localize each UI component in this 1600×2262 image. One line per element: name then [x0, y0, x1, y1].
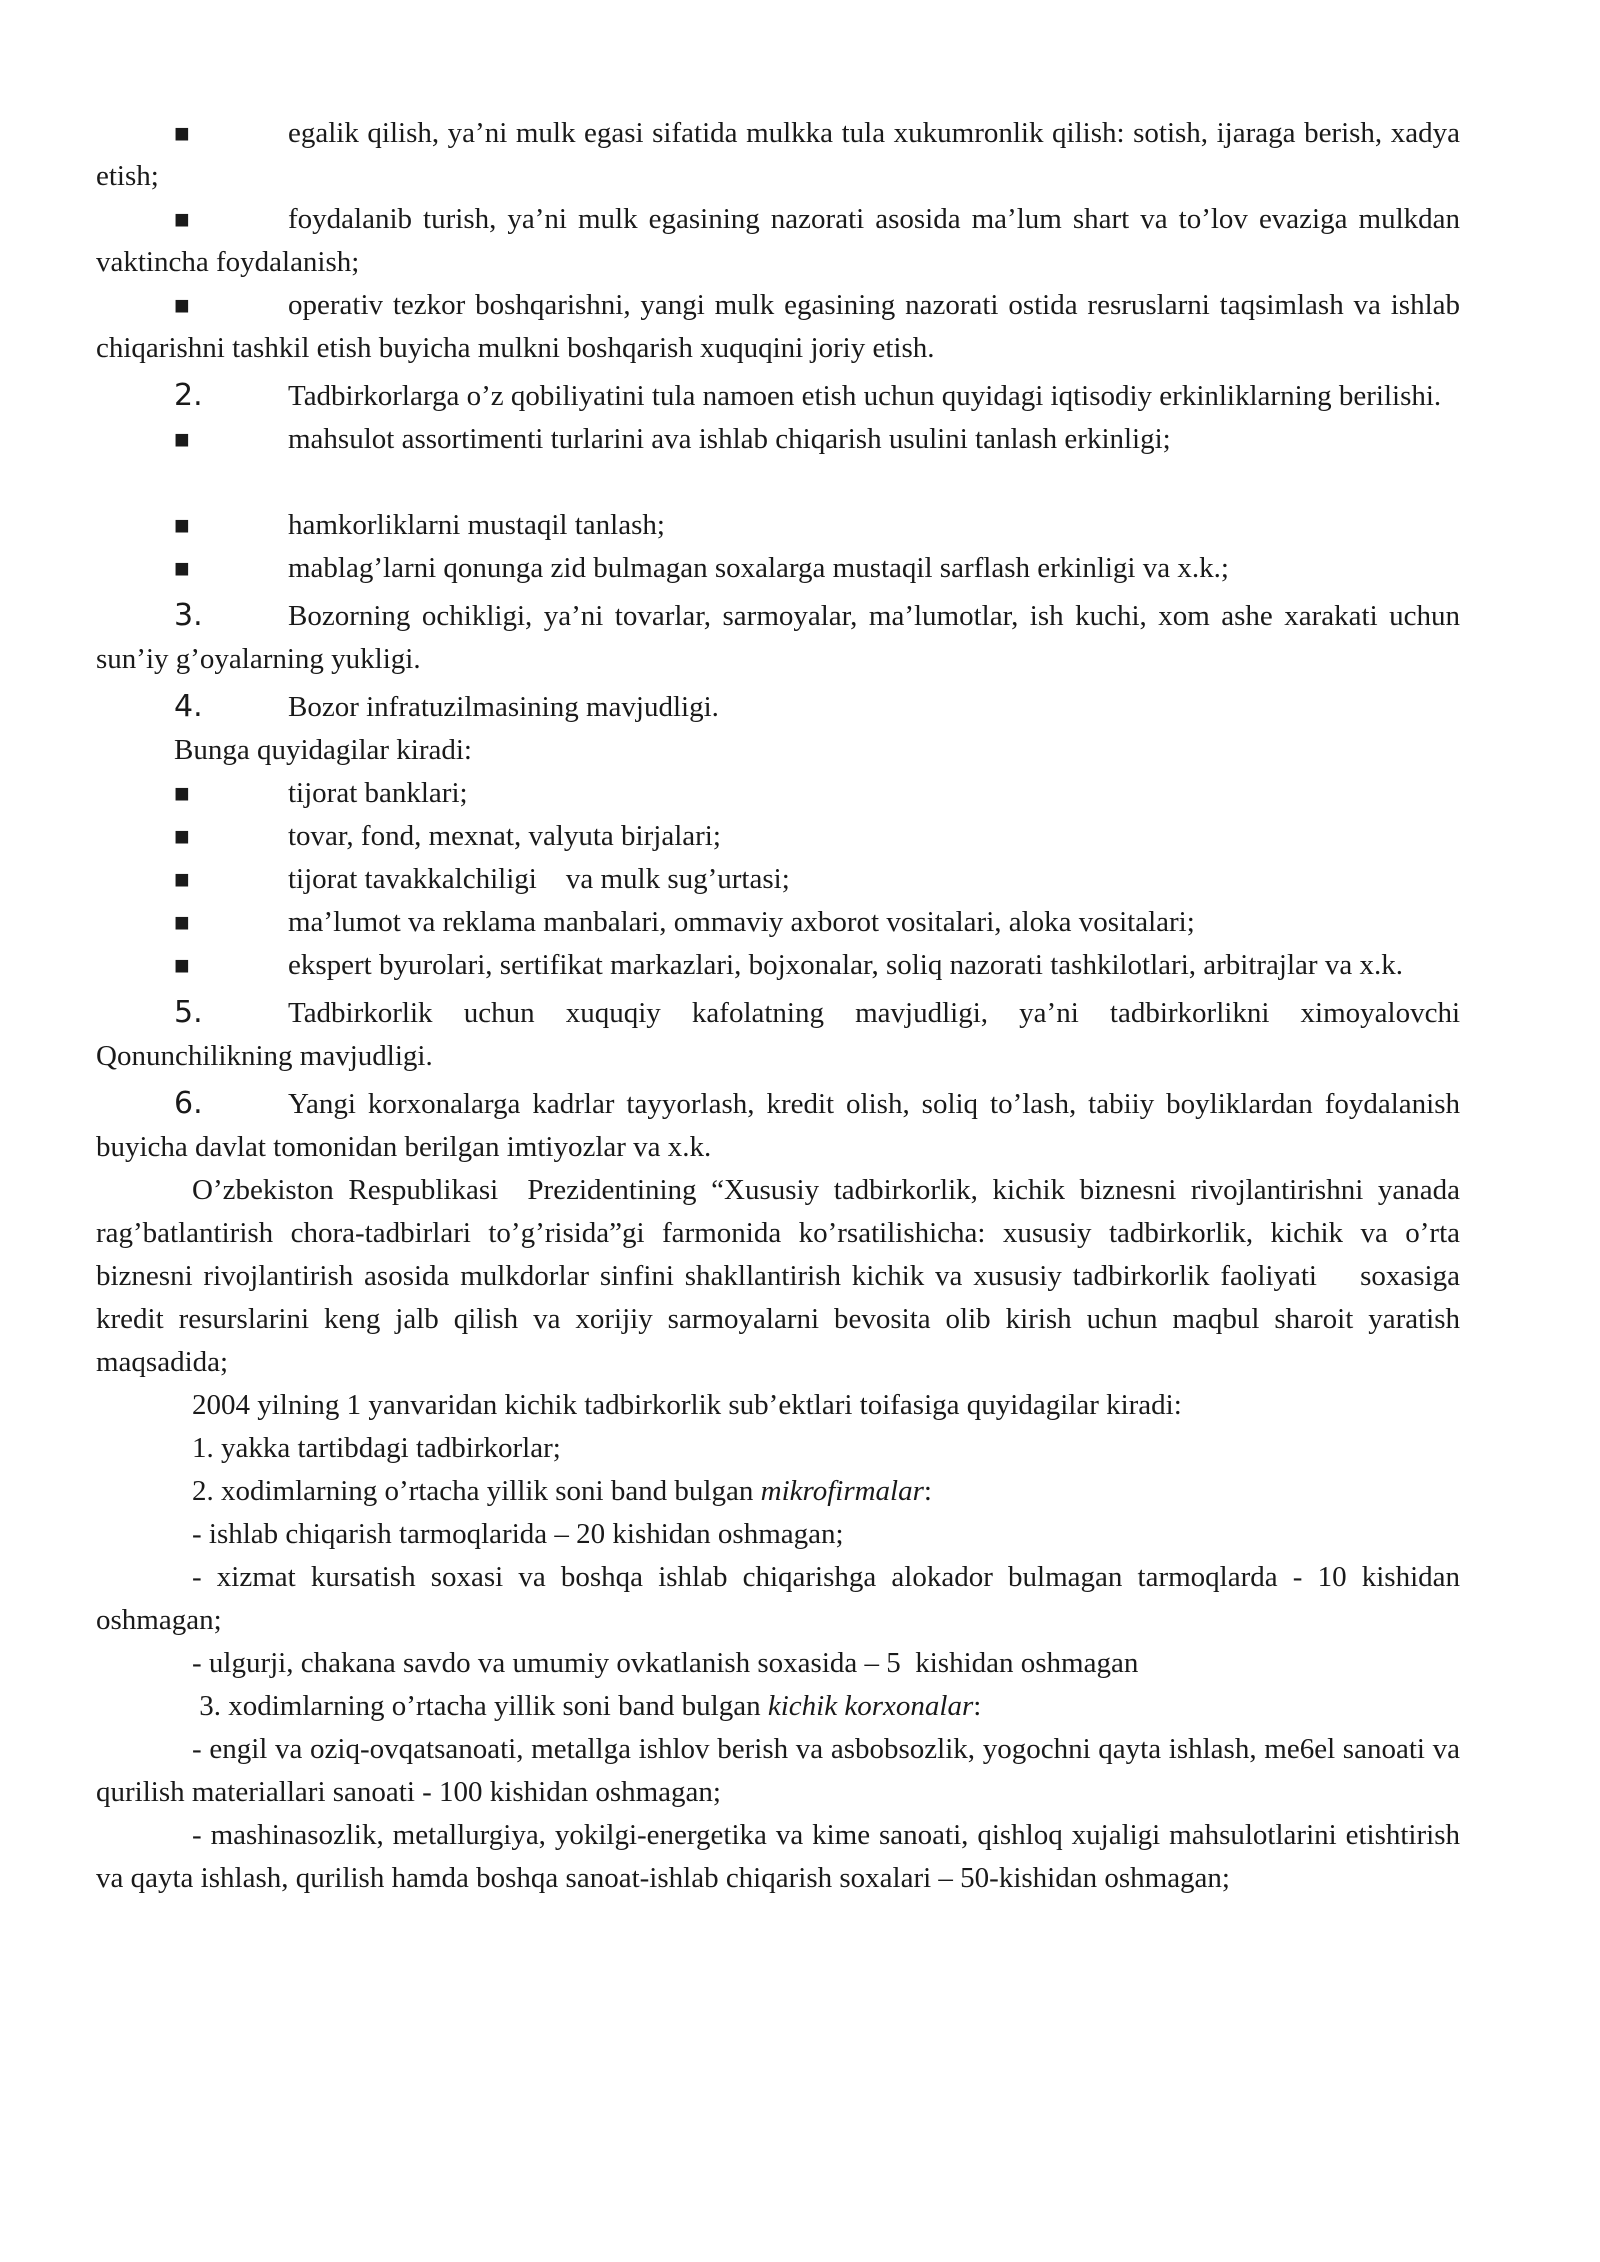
item-number: 2. [174, 378, 203, 413]
bullet-square-icon: ■ [174, 951, 190, 980]
numbered-item [96, 991, 1460, 1078]
category-item-2-suffix: : [923, 1475, 932, 1507]
category-item-3 [96, 1685, 1460, 1728]
bullet-text: egalik qilish, ya’ni mulk egasi sifatida mulkka tula xukumronlik qilish: sotish, ijaraga berish, xadya etish; [96, 117, 1460, 192]
bullet-item [96, 547, 1460, 590]
bullet-item [96, 858, 1460, 901]
item-number: 5. [174, 995, 203, 1030]
item-number: 6. [174, 1086, 203, 1121]
category-item-2-prefix: 2. xodimlarning o’rtacha yillik soni band bulgan [192, 1475, 761, 1507]
bullet-square-icon: ■ [174, 425, 190, 454]
bullet-text: operativ tezkor boshqarishni, yangi mulk egasining nazorati ostida resruslarni taqsimlash va ishlab chiqarishni tashkil etish buyicha mulkni boshqarish xuquqini joriy etish. [96, 289, 1460, 364]
list-intro: Bunga quyidagilar kiradi: [174, 734, 472, 766]
bullet-square-icon: ■ [174, 779, 190, 808]
micro-criterion-c: - ulgurji, chakana savdo va umumiy ovkatlanish soxasida – 5 kishidan oshmagan [192, 1647, 1139, 1679]
numbered-text: Bozorning ochikligi, ya’ni tovarlar, sarmoyalar, ma’lumotlar, ish kuchi, xom ashe xarakati uchun sun’iy g’oyalarning yukligi. [96, 600, 1460, 675]
bullet-text: ma’lumot va reklama manbalari, ommaviy axborot vositalari, aloka vositalari; [288, 906, 1195, 938]
small-enterprises-term: kichik korxonalar [767, 1690, 974, 1722]
bullet-item [96, 944, 1460, 987]
bullet-item [96, 418, 1460, 461]
micro-criterion-a: - ishlab chiqarish tarmoqlarida – 20 kishidan oshmagan; [192, 1518, 844, 1550]
numbered-item [96, 1082, 1460, 1169]
numbered-item [96, 594, 1460, 681]
numbered-item [96, 374, 1460, 418]
intro-2004-paragraph: 2004 yilning 1 yanvaridan kichik tadbirkorlik sub’ektlari toifasiga quyidagilar kiradi: [192, 1389, 1182, 1421]
small-criterion-a: - engil va oziq-ovqatsanoati, metallga ishlov berish va asbobsozlik, yogochni qayta ishlash, me6el sanoati va qurilish materiallari sanoati - 100 kishidan oshmagan; [96, 1733, 1460, 1808]
micro-criterion-b: - xizmat kursatish soxasi va boshqa ishlab chiqarishga alokador bulmagan tarmoqlarda - 10 kishidan oshmagan; [96, 1561, 1460, 1636]
bullet-text: hamkorliklarni mustaqil tanlash; [288, 509, 665, 541]
numbered-item [96, 685, 1460, 729]
numbered-text: Tadbirkorlarga o’z qobiliyatini tula namoen etish uchun quyidagi iqtisodiy erkinliklarning berilishi. [288, 380, 1442, 412]
bullet-item [96, 901, 1460, 944]
numbered-text: Yangi korxonalarga kadrlar tayyorlash, kredit olish, soliq to’lash, tabiiy boyliklardan foydalanish buyicha davlat tomonidan berilgan imtiyozlar va x.k. [96, 1088, 1460, 1163]
bullet-square-icon: ■ [174, 205, 190, 234]
category-item-1: 1. yakka tartibdagi tadbirkorlar; [192, 1432, 561, 1464]
blank-line [96, 461, 1460, 504]
bullet-text: tijorat banklari; [288, 777, 468, 809]
bullet-text: mablag’larni qonunga zid bulmagan soxalarga mustaqil sarflash erkinligi va x.k.; [288, 552, 1229, 584]
document-page [96, 112, 1468, 1900]
numbered-text: Bozor infratuzilmasining mavjudligi. [288, 691, 719, 723]
numbered-text: Tadbirkorlik uchun xuquqiy kafolatning mavjudligi, ya’ni tadbirkorlikni ximoyalovchi Qonunchilikning mavjudligi. [96, 997, 1460, 1072]
bullet-square-icon: ■ [174, 822, 190, 851]
bullet-text: mahsulot assortimenti turlarini ava ishlab chiqarish usulini tanlash erkinligi; [288, 423, 1171, 455]
bullet-text: ekspert byurolari, sertifikat markazlari, bojxonalar, soliq nazorati tashkilotlari, arbitrajlar va x.k. [288, 949, 1403, 981]
bullet-item [96, 772, 1460, 815]
bullet-text: tovar, fond, mexnat, valyuta birjalari; [288, 820, 721, 852]
item-number: 4. [174, 689, 203, 724]
bullet-square-icon: ■ [174, 908, 190, 937]
bullet-item [96, 198, 1460, 284]
bullet-text: tijorat tavakkalchiligi va mulk sug’urtasi; [288, 863, 790, 895]
microfirms-term: mikrofirmalar [760, 1475, 924, 1507]
bullet-item [96, 284, 1460, 370]
bullet-item [96, 112, 1460, 198]
small-criterion-b: - mashinasozlik, metallurgiya, yokilgi-energetika va kime sanoati, qishloq xujaligi mahsulotlarini etishtirish va qayta ishlash, qurilish hamda boshqa sanoat-ishlab chiqarish soxalari – 50-kishidan oshmagan; [96, 1819, 1460, 1894]
decree-paragraph: O’zbekiston Respublikasi Prezidentining “Xususiy tadbirkorlik, kichik biznesni rivojlantirishni yanada rag’batlantirish chora-tadbirlari to’g’risida”gi farmonida ko’rsatilishicha: xususiy tadbirkorlik, kichik va o’rta biznesni rivojlantirish asosida mulkdorlar sinfini shakllantirish kichik va xususiy tadbirkorlik faoliyati soxasiga kredit resurslarini keng jalb qilish va xorijiy sarmoyalarni bevosita olib kirish uchun maqbul sharoit yaratish maqsadida; [96, 1174, 1468, 1378]
bullet-item [96, 504, 1460, 547]
category-item-3-suffix: : [973, 1690, 982, 1722]
bullet-square-icon: ■ [174, 554, 190, 583]
bullet-square-icon: ■ [174, 291, 190, 320]
bullet-square-icon: ■ [174, 119, 190, 148]
category-item-2 [96, 1470, 1460, 1513]
bullet-square-icon: ■ [174, 865, 190, 894]
category-item-3-prefix: 3. xodimlarning o’rtacha yillik soni band bulgan [192, 1690, 768, 1722]
bullet-text: foydalanib turish, ya’ni mulk egasining nazorati asosida ma’lum shart va to’lov evaziga mulkdan vaktincha foydalanish; [96, 203, 1460, 278]
bullet-square-icon: ■ [174, 511, 190, 540]
item-number: 3. [174, 598, 203, 633]
bullet-item [96, 815, 1460, 858]
